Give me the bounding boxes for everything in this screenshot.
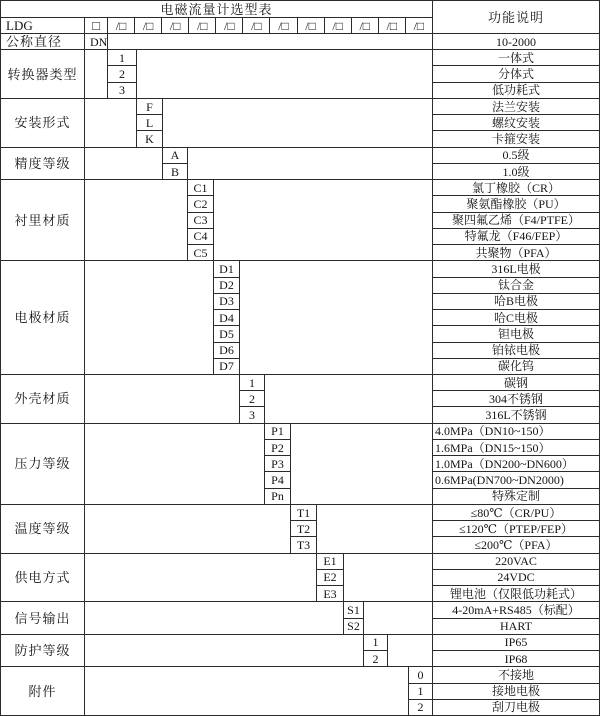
code-cell: 2 xyxy=(108,66,136,81)
description-cell: 1.0级 xyxy=(433,164,599,179)
empty-cell xyxy=(85,261,213,374)
code-cell: T1 xyxy=(291,505,316,520)
empty-cell xyxy=(85,375,239,423)
description-cell: 特殊定制 xyxy=(433,489,599,504)
dn-code-cell: DN xyxy=(85,34,107,49)
model-code-slot: /□ xyxy=(243,18,270,33)
empty-cell xyxy=(85,424,264,504)
code-cell: D6 xyxy=(214,343,239,358)
code-cell: D4 xyxy=(214,310,239,325)
code-cell: S1 xyxy=(344,602,363,617)
code-cell: 0 xyxy=(409,667,432,682)
code-cell: T2 xyxy=(291,521,316,536)
description-cell: 共聚物（PFA） xyxy=(433,245,599,260)
empty-cell xyxy=(85,635,363,666)
code-cell: D1 xyxy=(214,261,239,276)
code-cell: C1 xyxy=(188,180,213,195)
description-cell: HART xyxy=(433,619,599,634)
description-cell: 304不锈钢 xyxy=(433,391,599,406)
description-cell: 哈C电极 xyxy=(433,310,599,325)
model-code-slot: /□ xyxy=(162,18,189,33)
description-cell: IP68 xyxy=(433,651,599,666)
description-cell: 不接地 xyxy=(433,667,599,682)
category-label: 电极材质 xyxy=(1,261,84,374)
empty-cell xyxy=(85,180,187,260)
empty-cell xyxy=(85,505,290,553)
code-cell: C4 xyxy=(188,229,213,244)
model-code-first-box: □ xyxy=(85,18,107,33)
code-cell: B xyxy=(163,164,187,179)
empty-cell xyxy=(317,505,432,553)
code-cell: T3 xyxy=(291,537,316,552)
description-cell: 1.0MPa（DN200~DN600） xyxy=(433,456,599,471)
description-cell: 铂铱电极 xyxy=(433,343,599,358)
empty-cell xyxy=(291,424,432,504)
model-code-slot: /□ xyxy=(298,18,325,33)
description-cell: 钛合金 xyxy=(433,278,599,293)
empty-cell xyxy=(85,554,316,602)
model-code-slot: /□ xyxy=(108,18,135,33)
code-cell: D7 xyxy=(214,359,239,374)
description-cell: 1.6MPa（DN15~150） xyxy=(433,440,599,455)
description-cell: 0.6MPa(DN700~DN2000) xyxy=(433,472,599,487)
description-cell: 特氟龙（F46/FEP） xyxy=(433,229,599,244)
model-prefix: LDG xyxy=(1,18,84,33)
category-label: 安装形式 xyxy=(1,99,84,147)
model-code-slot: /□ xyxy=(270,18,297,33)
code-cell: 3 xyxy=(240,407,264,422)
model-code-slot: /□ xyxy=(325,18,352,33)
category-label: 信号输出 xyxy=(1,602,84,633)
description-cell: 316L不锈钢 xyxy=(433,407,599,422)
model-code-slot: /□ xyxy=(413,18,425,33)
description-cell: 刮刀电极 xyxy=(433,700,599,715)
description-cell: 24VDC xyxy=(433,570,599,585)
description-cell: 4.0MPa（DN10~150） xyxy=(433,424,599,439)
description-cell: 220VAC xyxy=(433,554,599,569)
code-cell: 1 xyxy=(409,684,432,699)
empty-cell xyxy=(137,50,432,98)
model-code-slot: /□ xyxy=(379,18,406,33)
description-cell: 碳钢 xyxy=(433,375,599,390)
model-code-slot: /□ xyxy=(216,18,243,33)
empty-cell xyxy=(85,99,136,147)
empty-cell xyxy=(364,602,432,633)
description-cell: 碳化钨 xyxy=(433,359,599,374)
empty-cell xyxy=(388,635,432,666)
function-column-header: 功能说明 xyxy=(433,1,599,33)
description-cell: 接地电极 xyxy=(433,684,599,699)
code-cell: 3 xyxy=(108,83,136,98)
empty-cell xyxy=(214,180,432,260)
dn-description: 10-2000 xyxy=(433,34,599,49)
description-cell: 一体式 xyxy=(433,50,599,65)
empty-cell xyxy=(85,148,162,179)
description-cell: 4-20mA+RS485（标配） xyxy=(433,602,599,617)
category-label: 附件 xyxy=(1,667,84,715)
description-cell: 法兰安装 xyxy=(433,99,599,114)
empty-cell xyxy=(108,34,432,49)
code-cell: P2 xyxy=(265,440,290,455)
code-cell: C3 xyxy=(188,213,213,228)
empty-cell xyxy=(188,148,432,179)
description-cell: 分体式 xyxy=(433,66,599,81)
description-cell: 锂电池（仅限低功耗式） xyxy=(433,586,599,601)
code-cell: 1 xyxy=(240,375,264,390)
code-cell: P4 xyxy=(265,472,290,487)
code-cell: D3 xyxy=(214,294,239,309)
code-cell: 1 xyxy=(108,50,136,65)
category-label: 转换器类型 xyxy=(1,50,84,98)
code-cell: Pn xyxy=(265,489,290,504)
empty-cell xyxy=(85,50,107,98)
empty-cell xyxy=(240,261,432,374)
description-cell: 316L电极 xyxy=(433,261,599,276)
description-cell: ≤200℃（PFA） xyxy=(433,537,599,552)
model-code-slot: /□ xyxy=(135,18,162,33)
description-cell: 螺纹安装 xyxy=(433,115,599,130)
table-title: 电磁流量计选型表 xyxy=(1,1,432,17)
empty-cell xyxy=(265,375,432,423)
code-cell: C2 xyxy=(188,196,213,211)
code-cell: F xyxy=(137,99,162,114)
code-cell: 2 xyxy=(240,391,264,406)
empty-cell xyxy=(85,667,408,715)
code-cell: E2 xyxy=(317,570,343,585)
description-cell: 卡箍安装 xyxy=(433,131,599,146)
code-cell: P1 xyxy=(265,424,290,439)
description-cell: 聚氨酯橡胶（PU） xyxy=(433,196,599,211)
code-cell: D5 xyxy=(214,326,239,341)
description-cell: 低功耗式 xyxy=(433,83,599,98)
model-code-slots xyxy=(108,18,432,33)
empty-cell xyxy=(344,554,432,602)
code-cell: 2 xyxy=(409,700,432,715)
code-cell: K xyxy=(137,131,162,146)
description-cell: ≤120℃（PTEP/FEP） xyxy=(433,521,599,536)
category-label: 外壳材质 xyxy=(1,375,84,423)
code-cell: D2 xyxy=(214,278,239,293)
category-label: 压力等级 xyxy=(1,424,84,504)
empty-cell xyxy=(85,602,343,633)
category-label: 温度等级 xyxy=(1,505,84,553)
description-cell: 0.5级 xyxy=(433,148,599,163)
code-cell: L xyxy=(137,115,162,130)
code-cell: 1 xyxy=(364,635,387,650)
code-cell: E3 xyxy=(317,586,343,601)
code-cell: S2 xyxy=(344,619,363,634)
model-code-slot: /□ xyxy=(352,18,379,33)
description-cell: 聚四氟乙烯（F4/PTFE） xyxy=(433,213,599,228)
description-cell: ≤80℃（CR/PU） xyxy=(433,505,599,520)
code-cell: E1 xyxy=(317,554,343,569)
description-cell: 哈B电极 xyxy=(433,294,599,309)
dn-label: 公称直径 xyxy=(1,34,84,49)
code-cell: C5 xyxy=(188,245,213,260)
code-cell: 2 xyxy=(364,651,387,666)
category-label: 供电方式 xyxy=(1,554,84,602)
code-cell: P3 xyxy=(265,456,290,471)
empty-cell xyxy=(163,99,432,147)
category-label: 衬里材质 xyxy=(1,180,84,260)
description-cell: IP65 xyxy=(433,635,599,650)
description-cell: 氯丁橡胶（CR） xyxy=(433,180,599,195)
description-cell: 钽电极 xyxy=(433,326,599,341)
category-label: 防护等级 xyxy=(1,635,84,666)
code-cell: A xyxy=(163,148,187,163)
model-code-slot: /□ xyxy=(189,18,216,33)
category-label: 精度等级 xyxy=(1,148,84,179)
